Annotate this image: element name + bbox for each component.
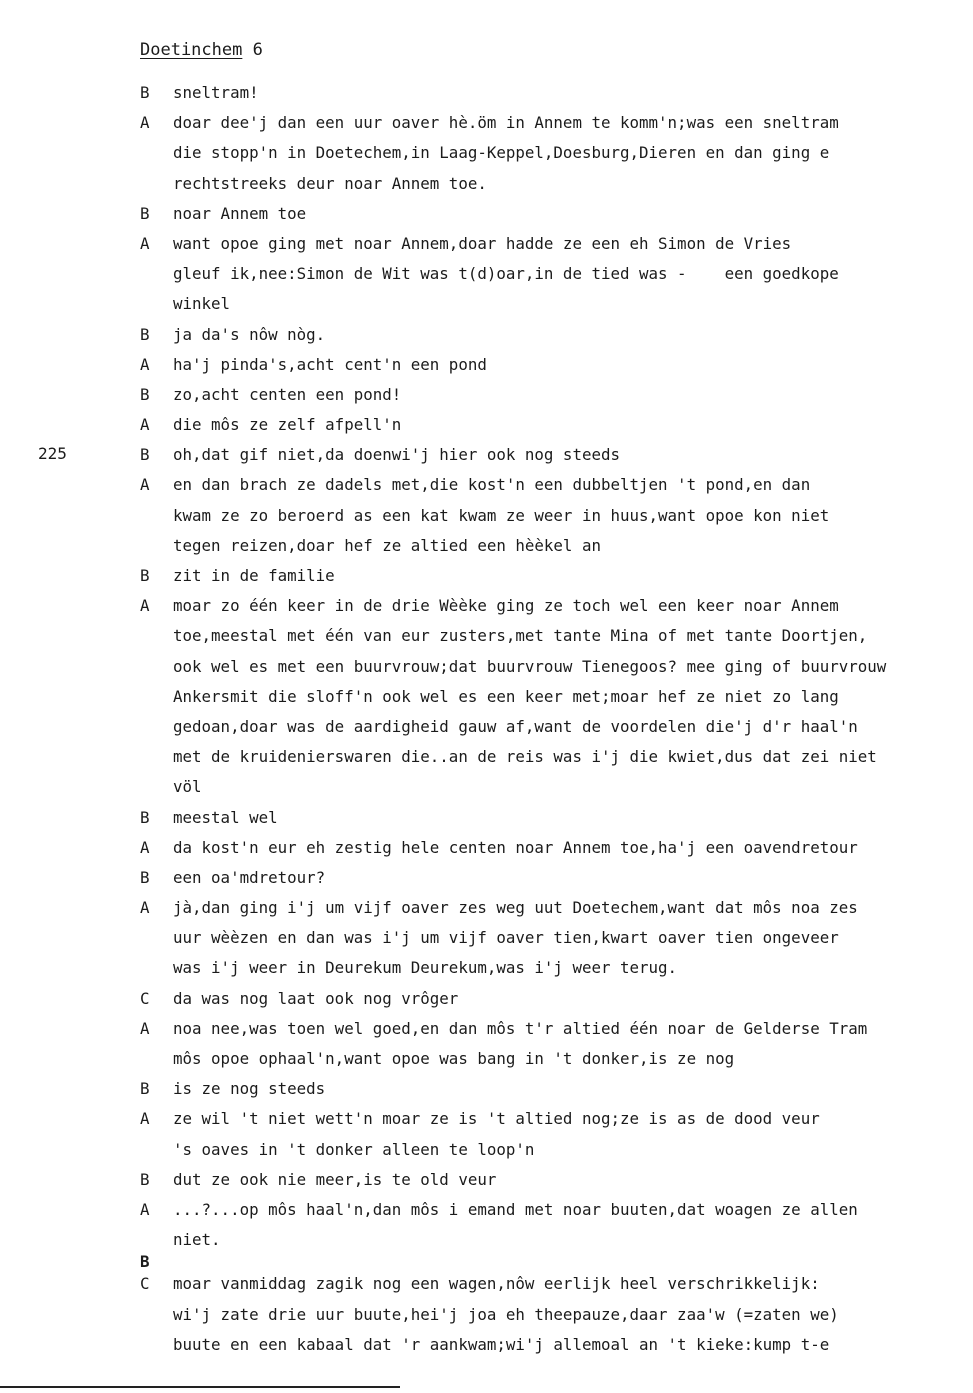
line-text: want opoe ging met noar Annem,doar hadde ze een eh Simon de Vries xyxy=(173,233,792,253)
place-name: Doetinchem xyxy=(140,40,243,60)
transcript-line xyxy=(140,531,960,561)
line-text: wi'j zate drie uur buute,hei'j joa eh theepauze,daar zaa'w (=zaten we) xyxy=(173,1304,839,1324)
line-text: dut ze ook nie meer,is te old veur xyxy=(173,1169,497,1189)
speaker-label: B xyxy=(140,203,150,223)
transcript-line xyxy=(140,863,960,893)
transcript-line xyxy=(140,289,960,319)
line-text: en dan brach ze dadels met,die kost'n een dubbeltjen 't pond,en dan xyxy=(173,475,811,495)
line-text: gleuf ik,nee:Simon de Wit was t(d)oar,in de tied was - een goedkope xyxy=(173,264,839,284)
speaker-label: A xyxy=(140,1199,150,1219)
line-text: die stopp'n in Doetechem,in Laag-Keppel,Doesburg,Dieren en dan ging e xyxy=(173,143,830,163)
transcript-line xyxy=(140,833,960,863)
transcript-line xyxy=(140,561,960,591)
speaker-label: B xyxy=(140,867,150,887)
transcript-line xyxy=(140,350,960,380)
transcript-line xyxy=(140,470,960,500)
transcript-line xyxy=(140,652,960,682)
line-text: ja da's nôw nòg. xyxy=(173,324,326,344)
speaker-label: A xyxy=(140,837,150,857)
speaker-label: A xyxy=(140,1109,150,1129)
line-text: ...?...op môs haal'n,dan môs i emand met noar buuten,dat woagen ze allen xyxy=(173,1199,858,1219)
transcript-line xyxy=(140,1074,960,1104)
line-text: meestal wel xyxy=(173,807,278,827)
line-text: niet. xyxy=(173,1230,221,1250)
transcript-line xyxy=(140,199,960,229)
speaker-label: A xyxy=(140,898,150,918)
transcript-line xyxy=(140,1165,960,1195)
transcript-line xyxy=(140,1014,960,1044)
line-text: kwam ze zo beroerd as een kat kwam ze weer in huus,want opoe kon niet xyxy=(173,505,830,525)
line-text: buute en een kabaal dat 'r aankwam;wi'j allemoal an 't kieke:kump t-e xyxy=(173,1334,830,1354)
transcript-line xyxy=(140,229,960,259)
line-text: zit in de familie xyxy=(173,566,335,585)
speaker-label: C xyxy=(140,1274,150,1294)
transcript-line xyxy=(140,1104,960,1134)
transcript-line xyxy=(140,501,960,531)
line-text: noa nee,was toen wel goed,en dan môs t'r altied één noar de Gelderse Tram xyxy=(173,1018,868,1038)
bottom-divider xyxy=(0,1386,400,1388)
line-text: tegen reizen,doar hef ze altied een hèèkel an xyxy=(173,535,601,555)
line-text: môs opoe ophaal'n,want opoe was bang in 't donker,is ze nog xyxy=(173,1049,735,1068)
speaker-label: A xyxy=(140,475,150,495)
transcript-line xyxy=(140,893,960,923)
transcript-line xyxy=(140,1330,960,1360)
line-text: sneltram! xyxy=(173,83,259,102)
line-text: oh,dat gif niet,da doenwi'j hier ook nog steeds xyxy=(173,445,620,465)
transcript-line xyxy=(140,772,960,802)
transcript-line xyxy=(140,320,960,350)
speaker-label: B xyxy=(140,807,150,827)
line-text: is ze nog steeds xyxy=(173,1079,326,1099)
line-text: toe,meestal met één van eur zusters,met tante Mina of met tante Doortjen, xyxy=(173,626,868,646)
speaker-label: B xyxy=(140,384,150,404)
transcript-line xyxy=(140,440,960,470)
transcript-line xyxy=(140,591,960,621)
line-text: was i'j weer in Deurekum Deurekum,was i'j weer terug. xyxy=(173,958,678,978)
line-text: ha'j pinda's,acht cent'n een pond xyxy=(173,354,487,374)
line-text: moar zo één keer in de drie Wèèke ging ze toch wel een keer noar Annem xyxy=(173,596,839,616)
transcript-line xyxy=(140,682,960,712)
transcript-line xyxy=(140,380,960,410)
transcript-line xyxy=(140,1135,960,1165)
speaker-label: B xyxy=(140,1169,150,1189)
transcript-line xyxy=(140,742,960,772)
line-text: 's oaves in 't donker alleen te loop'n xyxy=(173,1139,535,1159)
line-text: die môs ze zelf afpell'n xyxy=(173,415,402,435)
transcript-line xyxy=(140,953,960,983)
page-number: 6 xyxy=(252,40,263,60)
speaker-label: A xyxy=(140,354,150,374)
transcript-line xyxy=(140,621,960,651)
line-text: völ xyxy=(173,777,202,797)
line-text: noar Annem toe xyxy=(173,203,307,223)
transcript-line xyxy=(140,1195,960,1225)
transcript-line xyxy=(140,1300,960,1330)
transcript-line xyxy=(140,1225,960,1255)
line-text: uur wèèzen en dan was i'j um vijf oaver tien,kwart oaver tien ongeveer xyxy=(173,928,839,948)
transcript-line xyxy=(140,984,960,1014)
transcript-line xyxy=(140,410,960,440)
speaker-label: B xyxy=(140,566,150,585)
transcript-line xyxy=(140,108,960,138)
transcript-line xyxy=(140,1044,960,1074)
line-text: moar vanmiddag zagik nog een wagen,nôw eerlijk heel verschrikkelijk: xyxy=(173,1274,820,1294)
margin-line-number: 225 xyxy=(38,444,67,463)
speaker-label: B xyxy=(140,1079,150,1099)
speaker-label: A xyxy=(140,113,150,133)
speaker-label: A xyxy=(140,233,150,253)
line-text: ook wel es met een buurvrouw;dat buurvrouw Tienegoos? mee ging of buurvrouw xyxy=(173,656,887,676)
transcript-body xyxy=(140,78,960,1360)
line-text: da kost'n eur eh zestig hele centen noar Annem toe,ha'j een oavendretour xyxy=(173,837,858,857)
line-text: Ankersmit die sloff'n ook wel es een keer met;moar hef ze niet zo lang xyxy=(173,686,839,706)
transcript-line xyxy=(140,803,960,833)
speaker-label: B xyxy=(140,324,150,344)
line-text: met de kruidenierswaren die..an de reis was i'j die kwiet,dus dat zei niet xyxy=(173,747,877,767)
transcript-line xyxy=(140,1269,960,1299)
transcript-line xyxy=(140,923,960,953)
line-text: ze wil 't niet wett'n moar ze is 't altied nog;ze is as de dood veur xyxy=(173,1109,820,1129)
line-text: een oa'mdretour? xyxy=(173,867,326,887)
speaker-label: B xyxy=(140,1252,150,1272)
transcript-line xyxy=(140,259,960,289)
line-text: rechtstreeks deur noar Annem toe. xyxy=(173,173,487,193)
line-text: winkel xyxy=(173,294,231,314)
speaker-label: A xyxy=(140,415,150,435)
speaker-label: B xyxy=(140,445,150,465)
line-text: gedoan,doar was de aardigheid gauw af,want de voordelen die'j d'r haal'n xyxy=(173,716,858,736)
page-header xyxy=(140,40,263,60)
transcript-line xyxy=(140,1252,960,1272)
transcript-line xyxy=(140,78,960,108)
transcript-line xyxy=(140,169,960,199)
speaker-label: A xyxy=(140,596,150,616)
speaker-label: C xyxy=(140,988,150,1008)
line-text: doar dee'j dan een uur oaver hè.öm in Annem te komm'n;was een sneltram xyxy=(173,113,839,133)
transcript-line xyxy=(140,138,960,168)
line-text: jà,dan ging i'j um vijf oaver zes weg uut Doetechem,want dat môs noa zes xyxy=(173,898,858,918)
line-text: zo,acht centen een pond! xyxy=(173,384,402,404)
speaker-label: B xyxy=(140,83,150,102)
line-text: da was nog laat ook nog vrôger xyxy=(173,988,459,1008)
transcript-line xyxy=(140,712,960,742)
speaker-label: A xyxy=(140,1018,150,1038)
